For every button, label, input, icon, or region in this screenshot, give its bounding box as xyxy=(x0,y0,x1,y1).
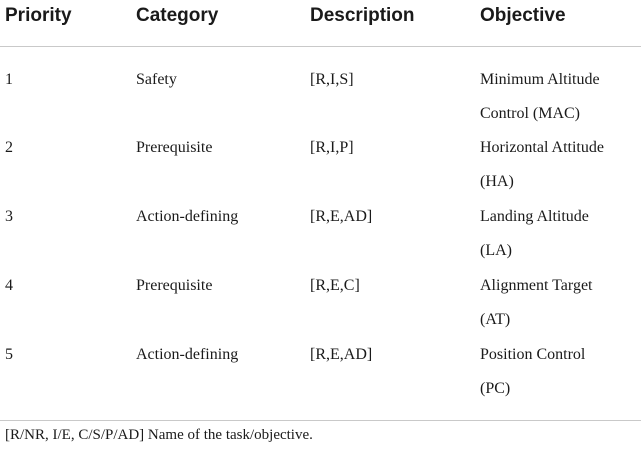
objective-cell-line1: Position Control xyxy=(480,346,586,363)
objective-cell-line1: Alignment Target xyxy=(480,277,593,294)
priority-cell: 5 xyxy=(5,346,13,363)
category-cell: Prerequisite xyxy=(136,139,213,156)
header-divider xyxy=(0,46,641,47)
table-footnote: [R/NR, I/E, C/S/P/AD] Name of the task/objective. xyxy=(5,427,313,443)
priority-cell: 2 xyxy=(5,139,13,156)
objective-cell-line2: (PC) xyxy=(480,380,511,397)
priority-cell: 1 xyxy=(5,71,13,88)
header-priority: Priority xyxy=(5,5,72,26)
header-objective: Objective xyxy=(480,5,566,26)
table-row xyxy=(0,131,641,200)
category-cell: Action-defining xyxy=(136,208,239,225)
priority-cell: 4 xyxy=(5,277,13,294)
header-description: Description xyxy=(310,5,415,26)
footer-divider xyxy=(0,420,641,421)
description-cell: [R,E,C] xyxy=(310,277,360,294)
table-header-row xyxy=(0,0,641,46)
objective-cell-line2: (LA) xyxy=(480,242,512,259)
category-cell: Prerequisite xyxy=(136,277,213,294)
description-cell: [R,E,AD] xyxy=(310,208,373,225)
category-cell: Action-defining xyxy=(136,346,239,363)
description-cell: [R,I,S] xyxy=(310,71,354,88)
table-row xyxy=(0,63,641,132)
description-cell: [R,E,AD] xyxy=(310,346,373,363)
table-row xyxy=(0,269,641,338)
objective-cell-line2: (AT) xyxy=(480,311,511,328)
category-cell: Safety xyxy=(136,71,177,88)
priority-cell: 3 xyxy=(5,208,13,225)
objective-cell-line2: (HA) xyxy=(480,173,514,190)
table-row xyxy=(0,338,641,407)
objective-cell-line1: Landing Altitude xyxy=(480,208,589,225)
objective-cell-line1: Horizontal Attitude xyxy=(480,139,604,156)
objective-cell-line1: Minimum Altitude xyxy=(480,71,600,88)
description-cell: [R,I,P] xyxy=(310,139,354,156)
objective-cell-line2: Control (MAC) xyxy=(480,105,580,122)
table-row xyxy=(0,200,641,269)
header-category: Category xyxy=(136,5,219,26)
